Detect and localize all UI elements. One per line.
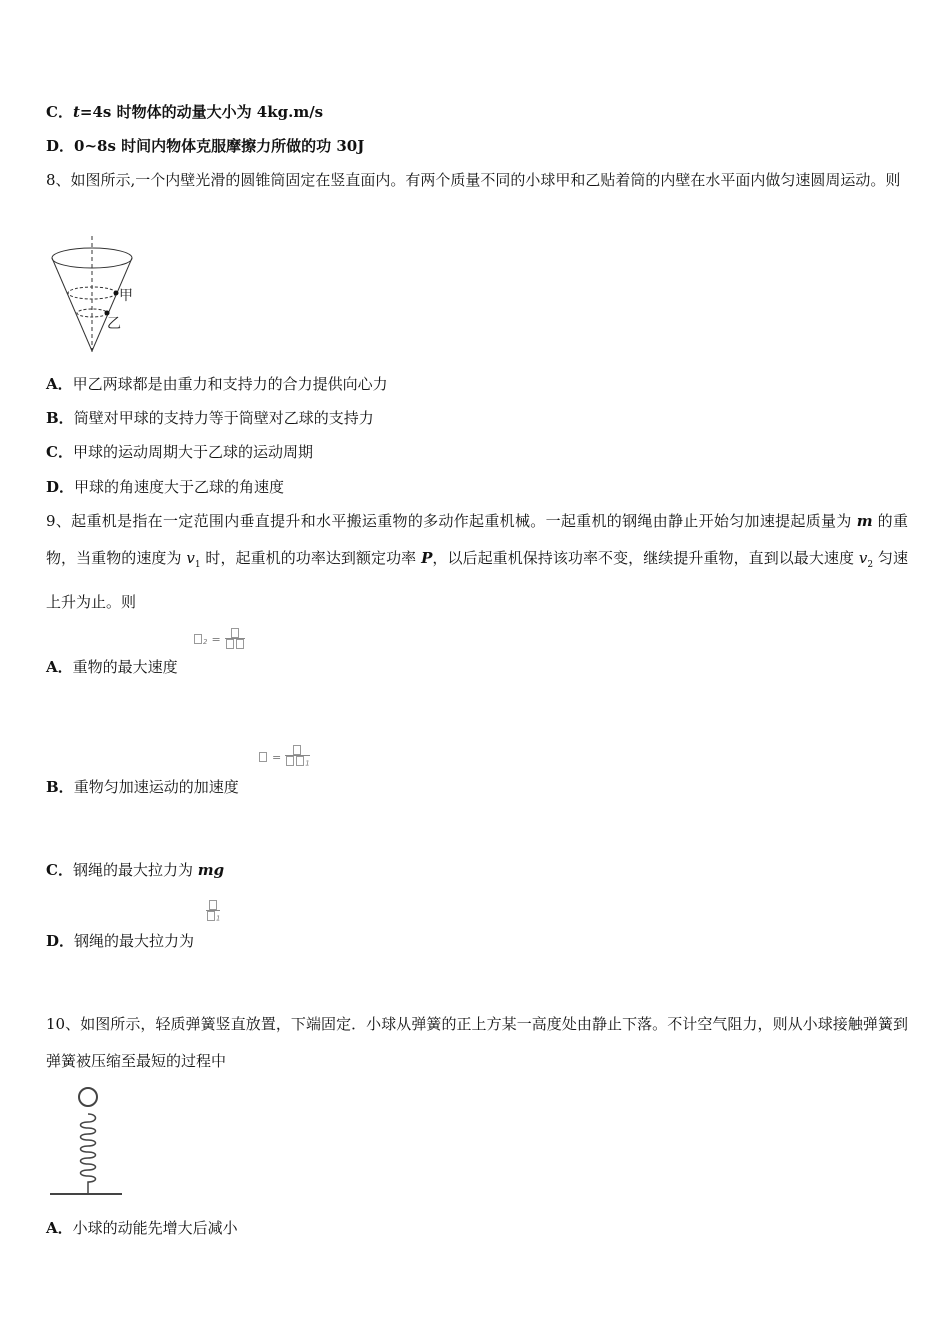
q10-option-a: A．小球的动能先增大后减小 [46, 1219, 238, 1237]
q8-option-d: D．甲球的角速度大于乙球的角速度 [46, 478, 285, 496]
q9-stem: 9、起重机是指在一定范围内垂直提升和水平搬运重物的多动作起重机械。一起重机的钢绳由静止开始匀加速提起质量为 m 的重物，当重物的速度为 $v_1$ 时，起重机的功率达到额定功率 P，以后起重机保持该功率不变，继续提升重物，直到以最大速度 $v_2$ 匀速上升为止。则 [46, 512, 908, 611]
q9-option-c: C．钢绳的最大拉力为 mg [46, 861, 225, 879]
q8-option-a: A．甲乙两球都是由重力和支持力的合力提供向心力 [46, 375, 388, 393]
q9-option-d: D．钢绳的最大拉力为 [46, 932, 195, 950]
q7-option-c: C．t=4s 时物体的动量大小为 4kg.m/s [46, 103, 324, 121]
q7-option-d: D．0~8s 时间内物体克服摩擦力所做的功 30J [46, 137, 365, 155]
q8-option-b: B．筒壁对甲球的支持力等于筒壁对乙球的支持力 [46, 409, 374, 427]
cone-wall-right [92, 258, 132, 351]
ball [79, 1088, 97, 1106]
cone-diagram [44, 236, 154, 356]
label-jia: 甲 [119, 288, 133, 304]
spring-diagram [46, 1084, 126, 1204]
label-yi: 乙 [107, 316, 121, 332]
ball-jia [114, 291, 119, 296]
q8-option-c: C．甲球的运动周期大于乙球的运动周期 [46, 443, 313, 461]
q9-option-a: A．重物的最大速度 [46, 658, 178, 676]
q10-stem: 10、如图所示，轻质弹簧竖直放置，下端固定．小球从弹簧的正上方某一高度处由静止下落。不计空气阻力，则从小球接触弹簧到弹簧被压缩至最短的过程中 [46, 1015, 908, 1070]
q8-stem: 8、如图所示,一个内壁光滑的圆锥筒固定在竖直面内。有两个质量不同的小球甲和乙贴着筒的内壁在水平面内做匀速圆周运动。则 [46, 171, 901, 189]
ball-yi [105, 311, 110, 316]
spring [81, 1114, 96, 1194]
cone-wall-left [52, 258, 92, 351]
formula-max-speed: $_2$ = [193, 628, 245, 651]
formula-max-tension: 1 [206, 900, 220, 925]
q9-option-b: B．重物匀加速运动的加速度 [46, 778, 239, 796]
formula-acceleration: = $_1$ [258, 745, 310, 770]
